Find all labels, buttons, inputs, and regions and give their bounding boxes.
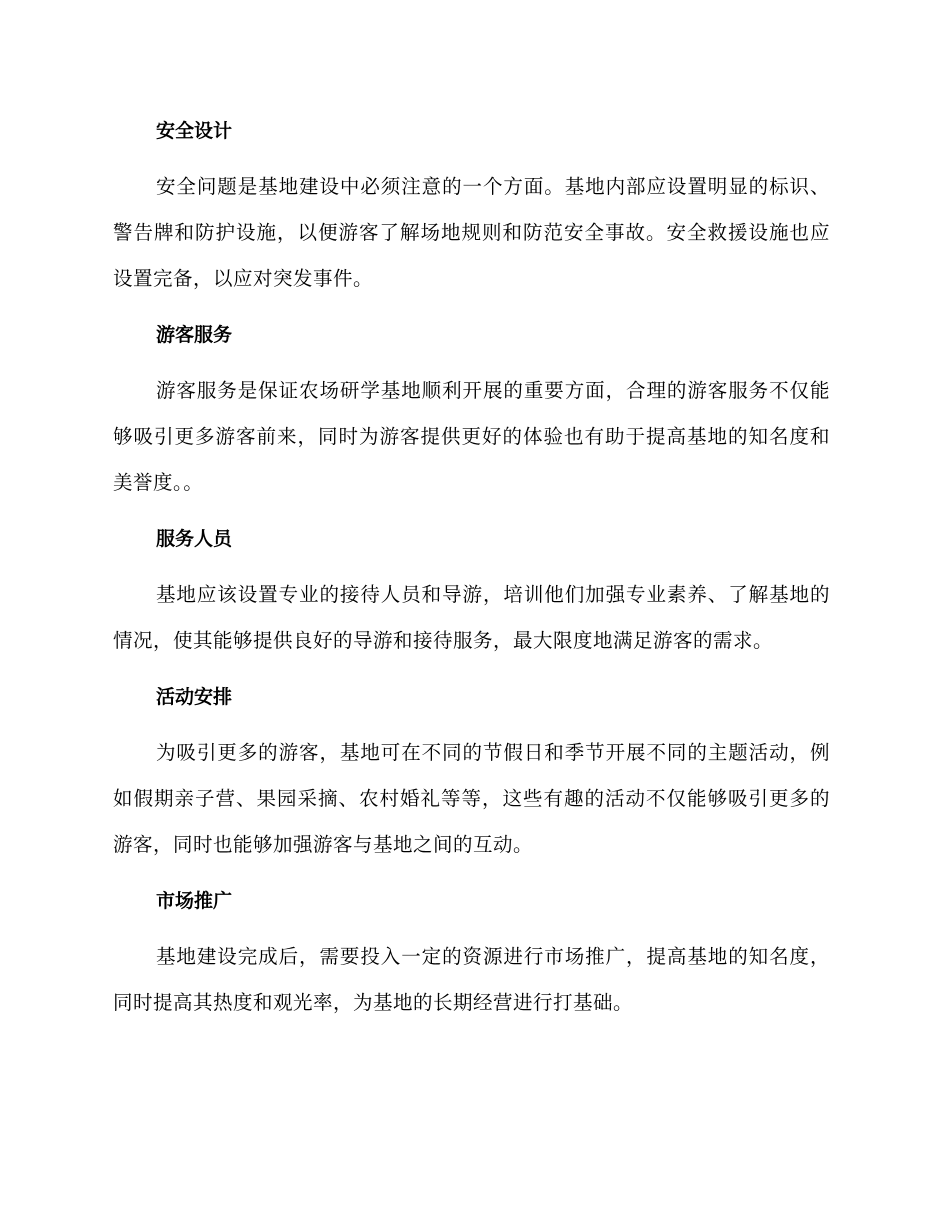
section-heading: 活动安排 — [156, 686, 233, 708]
section-paragraph: 为吸引更多的游客，基地可在不同的节假日和季节开展不同的主题活动，例如假期亲子营、果园采摘、农村婚礼等等，这些有趣的活动不仅能够吸引更多的游客，同时也能够加强游客与基地之间的互动。 — [113, 741, 830, 856]
document-page — [113, 108, 830, 1036]
section-heading: 服务人员 — [156, 528, 233, 550]
section-paragraph: 游客服务是保证农场研学基地顺利开展的重要方面，合理的游客服务不仅能够吸引更多游客前来，同时为游客提供更好的体验也有助于提高基地的知名度和美誉度。。 — [113, 379, 830, 494]
section-service-staff — [113, 516, 830, 664]
section-safety-design — [113, 108, 830, 302]
section-paragraph: 安全问题是基地建设中必须注意的一个方面。基地内部应设置明显的标识、警告牌和防护设施，以便游客了解场地规则和防范安全事故。安全救援设施也应设置完备，以应对突发事件。 — [113, 175, 830, 290]
section-paragraph: 基地应该设置专业的接待人员和导游，培训他们加强专业素养、了解基地的情况，使其能够提供良好的导游和接待服务，最大限度地满足游客的需求。 — [113, 583, 830, 652]
section-paragraph: 基地建设完成后，需要投入一定的资源进行市场推广，提高基地的知名度，同时提高其热度和观光率，为基地的长期经营进行打基础。 — [113, 945, 830, 1014]
section-visitor-service — [113, 312, 830, 506]
section-heading: 市场推广 — [156, 890, 233, 912]
section-activity-arrangement — [113, 674, 830, 868]
section-heading: 游客服务 — [156, 324, 233, 346]
section-heading: 安全设计 — [156, 120, 233, 142]
section-marketing — [113, 878, 830, 1026]
